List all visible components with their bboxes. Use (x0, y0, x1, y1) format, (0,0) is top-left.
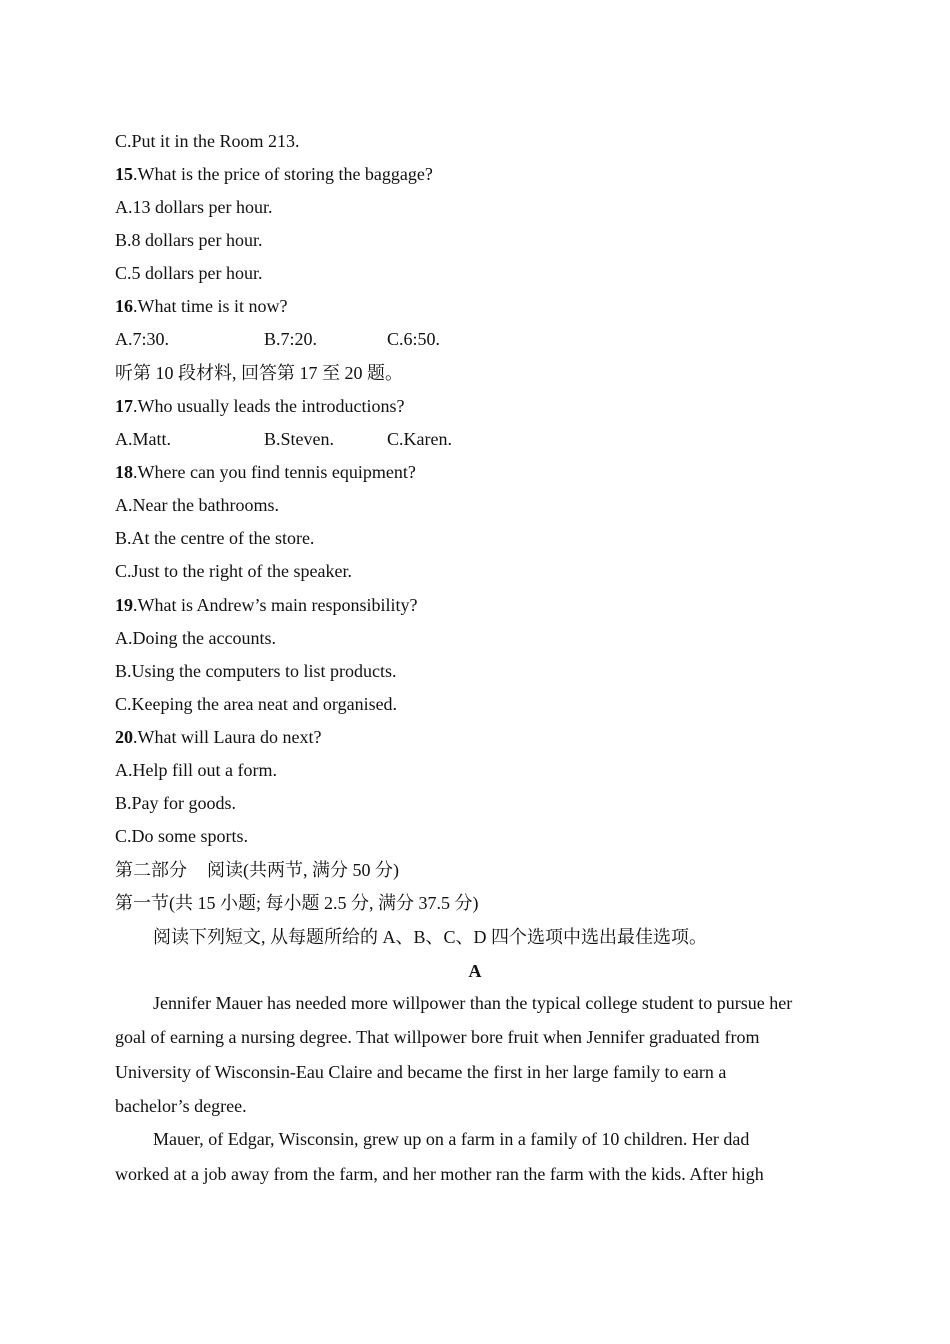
paragraph2-line2: worked at a job away from the farm, and her mother ran the farm with the kids. After high (115, 1164, 764, 1184)
part2-note: (共两节, 满分 50 分) (243, 860, 399, 880)
paragraph1-line4: bachelor’s degree. (115, 1096, 247, 1116)
q15-option-b: B.8 dollars per hour. (115, 230, 263, 250)
paragraph1-line2: goal of earning a nursing degree. That willpower bore fruit when Jennifer graduated from (115, 1027, 760, 1047)
question-text: .What time is it now? (133, 296, 288, 316)
question-number: 18 (115, 462, 133, 482)
question-19 (115, 594, 417, 616)
question-text: .Where can you find tennis equipment? (133, 462, 416, 482)
q20-option-b: B.Pay for goods. (115, 793, 236, 813)
question-18 (115, 461, 416, 483)
q18-option-b: B.At the centre of the store. (115, 528, 315, 548)
q19-option-c: C.Keeping the area neat and organised. (115, 694, 398, 714)
section1-heading (115, 892, 479, 914)
question-text: .Who usually leads the introductions? (133, 396, 405, 416)
paragraph2-line1: Mauer, of Edgar, Wisconsin, grew up on a farm in a family of 10 children. Her dad (153, 1129, 750, 1149)
question-text: .What is Andrew’s main responsibility? (133, 595, 418, 615)
question-number: 15 (115, 164, 133, 184)
question-number: 19 (115, 595, 133, 615)
q15-option-c: C.5 dollars per hour. (115, 263, 263, 283)
q20-option-a: A.Help fill out a form. (115, 760, 277, 780)
question-20 (115, 726, 321, 748)
q18-option-a: A.Near the bathrooms. (115, 495, 279, 515)
q16-option-c: C.6:50. (387, 329, 441, 349)
q18-option-c: C.Just to the right of the speaker. (115, 561, 352, 581)
part2-heading (115, 859, 399, 881)
part2-title: 阅读 (207, 860, 243, 880)
section1-note: (共 15 小题; 每小题 2.5 分, 满分 37.5 分) (169, 893, 479, 913)
q16-option-b: B.7:20. (264, 329, 318, 349)
question-number: 16 (115, 296, 133, 316)
q17-option-b: B.Steven. (264, 429, 334, 449)
question-number: 17 (115, 396, 133, 416)
q15-option-a: A.13 dollars per hour. (115, 197, 273, 217)
q16-options (115, 328, 440, 350)
section1-label: 第一节 (115, 893, 169, 913)
part2-label: 第二部分 (115, 860, 187, 880)
paragraph1-line3: University of Wisconsin-Eau Claire and became the first in her large family to earn a (115, 1062, 727, 1082)
q16-option-a: A.7:30. (115, 329, 169, 349)
question-17 (115, 395, 404, 417)
passage-label: A (468, 961, 482, 981)
section-10-instruction: 听第 10 段材料, 回答第 17 至 20 题。 (115, 363, 403, 383)
q19-option-a: A.Doing the accounts. (115, 628, 276, 648)
question-15 (115, 163, 433, 185)
q19-option-b: B.Using the computers to list products. (115, 661, 397, 681)
q14-option-c: C.Put it in the Room 213. (115, 131, 300, 151)
q17-options (115, 428, 452, 450)
q17-option-a: A.Matt. (115, 429, 171, 449)
question-16 (115, 295, 287, 317)
question-number: 20 (115, 727, 133, 747)
paragraph1-line1: Jennifer Mauer has needed more willpower than the typical college student to pursue her (153, 993, 793, 1013)
q20-option-c: C.Do some sports. (115, 826, 249, 846)
question-text: .What will Laura do next? (133, 727, 322, 747)
question-text: .What is the price of storing the baggage? (133, 164, 433, 184)
q17-option-c: C.Karen. (387, 429, 452, 449)
reading-instruction: 阅读下列短文, 从每题所给的 A、B、C、D 四个选项中选出最佳选项。 (153, 927, 708, 947)
